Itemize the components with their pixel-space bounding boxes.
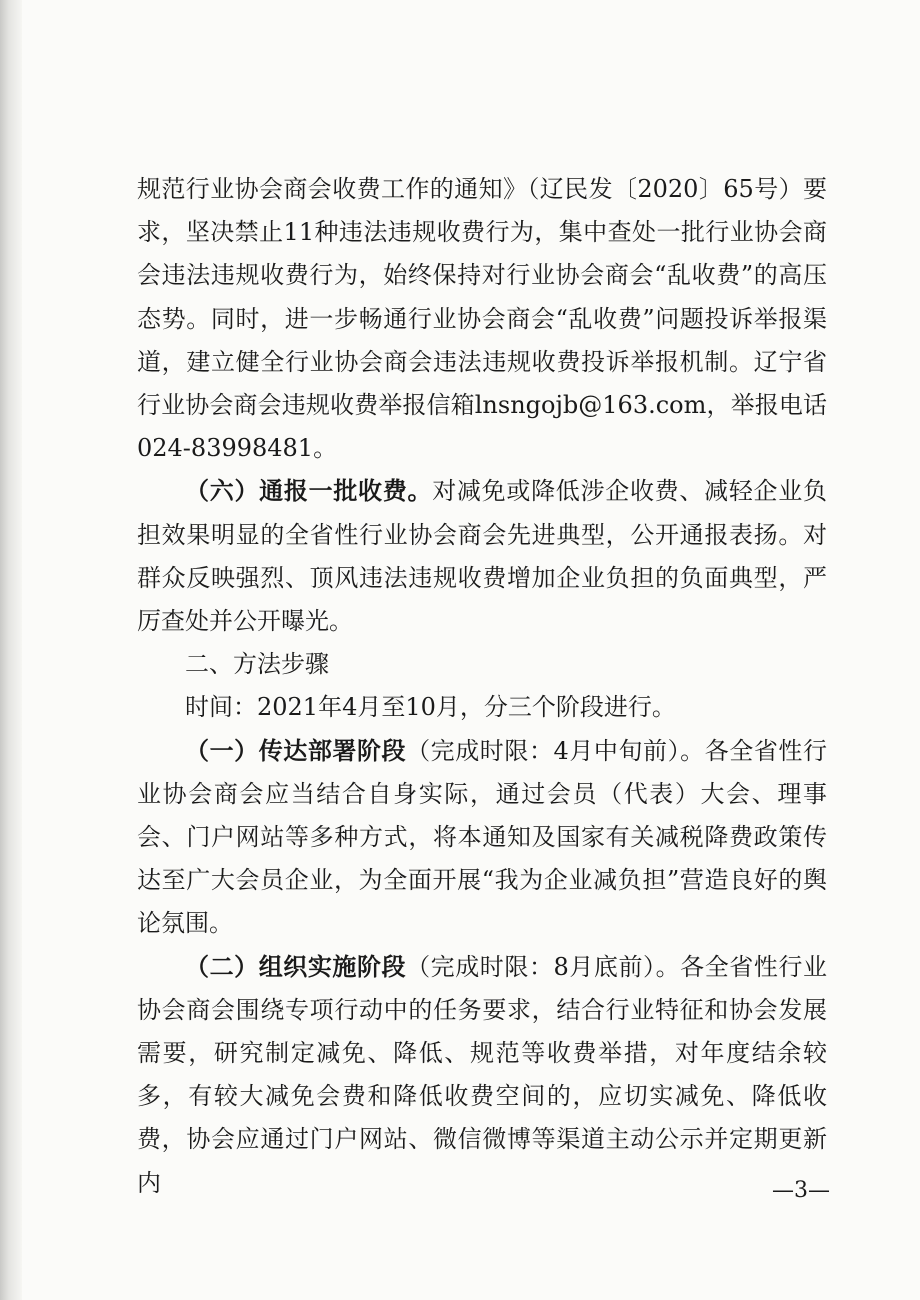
- paragraph-circulate-fees: [137, 470, 827, 643]
- document-body: [137, 168, 827, 1205]
- paragraph-implementation-stage: [137, 946, 827, 1205]
- paragraph-deployment-stage: [137, 730, 827, 946]
- paragraph-timeframe: 时间：2021年4月至10月，分三个阶段进行。: [185, 693, 676, 722]
- scan-edge-shadow: [0, 0, 22, 1300]
- paragraph-complaint-channels: 规范行业协会商会收费工作的通知》（辽民发〔2020〕65号）要求，坚决禁止11种违法违规收费行为，集中查处一批行业协会商会违法违规收费行为，始终保持对行业协会商会“乱收费”的高压态势。同时，进一步畅通行业协会商会“乱收费”问题投诉举报渠道，建立健全行业协会商会违法违规收费投诉举报机制。辽宁省行业协会商会违规收费举报信箱lnsngojb@163.com，举报电话024-83998481。: [137, 175, 827, 463]
- heading-circulate-fees: （六）通报一批收费。: [185, 477, 433, 506]
- heading-implementation-stage: （二）组织实施阶段: [185, 952, 407, 981]
- heading-deployment-stage: （一）传达部署阶段: [185, 736, 407, 765]
- paragraph-deployment-stage-body: （完成时限：4月中旬前）。各全省性行业协会商会应当结合自身实际，通过会员（代表）大会、理事会、门户网站等多种方式，将本通知及国家有关减税降费政策传达至广大会员企业，为全面开展“我为企业减负担”营造良好的舆论氛围。: [137, 736, 828, 938]
- page-number: —3—: [772, 1178, 830, 1203]
- paragraph-circulate-fees-body: 对减免或降低涉企收费、减轻企业负担效果明显的全省性行业协会商会先进典型，公开通报表扬。对群众反映强烈、顶风违法违规收费增加企业负担的负面典型，严厉查处并公开曝光。: [137, 477, 828, 636]
- section-title-methods: 二、方法步骤: [185, 650, 329, 679]
- paragraph-implementation-stage-body: （完成时限：8月底前）。各全省性行业协会商会围绕专项行动中的任务要求，结合行业特征和协会发展需要，研究制定减免、降低、规范等收费举措，对年度结余较多，有较大减免会费和降低收费空间的，应切实减免、降低收费，协会应通过门户网站、微信微博等渠道主动公示并定期更新内: [137, 952, 828, 1197]
